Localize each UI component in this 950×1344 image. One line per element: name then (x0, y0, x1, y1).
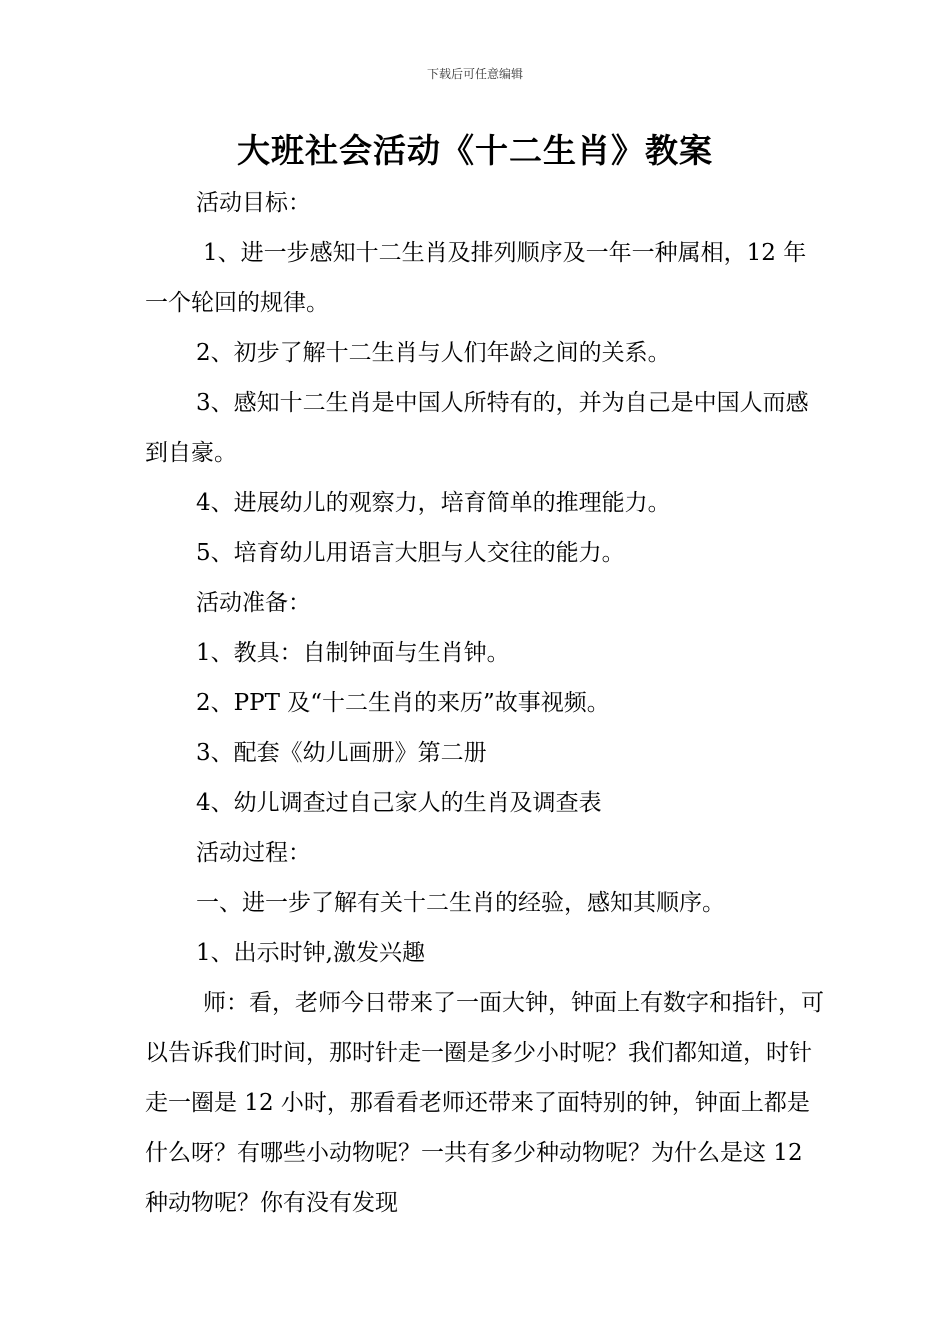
paragraph: 1、出示时钟,激发兴趣 (196, 940, 425, 966)
paragraph: 师：看，老师今日带来了一面大钟，钟面上有数字和指针，可以告诉我们时间，那时针走一圈是多少小时呢？我们都知道，时针走一圈是 12 小时，那看看老师还带来了面特别的钟，钟面上都是什么呀？有哪些小动物呢？一共有多少种动物呢？为什么是这 12 种动物呢？你有没有发现 (145, 990, 824, 1216)
document-body (145, 178, 825, 1228)
paragraph: 1、进一步感知十二生肖及排列顺序及一年一种属相，12 年一个轮回的规律。 (145, 240, 807, 316)
header-note: 下载后可任意编辑 (426, 67, 523, 81)
paragraph: 4、进展幼儿的观察力，培育简单的推理能力。 (196, 490, 671, 516)
paragraph: 一、进一步了解有关十二生肖的经验，感知其顺序。 (196, 890, 725, 916)
paragraph: 4、幼儿调查过自己家人的生肖及调查表 (196, 790, 602, 816)
paragraph: 1、教具：自制钟面与生肖钟。 (196, 640, 510, 666)
paragraph: 2、初步了解十二生肖与人们年龄之间的关系。 (196, 340, 671, 366)
paragraph: 2、PPT 及“十二生肖的来历”故事视频。 (196, 690, 610, 716)
section-heading-preparation: 活动准备： (196, 590, 311, 616)
section-heading-process: 活动过程： (196, 840, 311, 866)
section-heading-goals: 活动目标： (196, 190, 311, 216)
paragraph: 3、感知十二生肖是中国人所特有的，并为自己是中国人而感到自豪。 (145, 390, 809, 466)
paragraph: 3、配套《幼儿画册》第二册 (196, 740, 487, 766)
page-title: 大班社会活动《十二生肖》教案 (237, 131, 713, 170)
paragraph: 5、培育幼儿用语言大胆与人交往的能力。 (196, 540, 625, 566)
